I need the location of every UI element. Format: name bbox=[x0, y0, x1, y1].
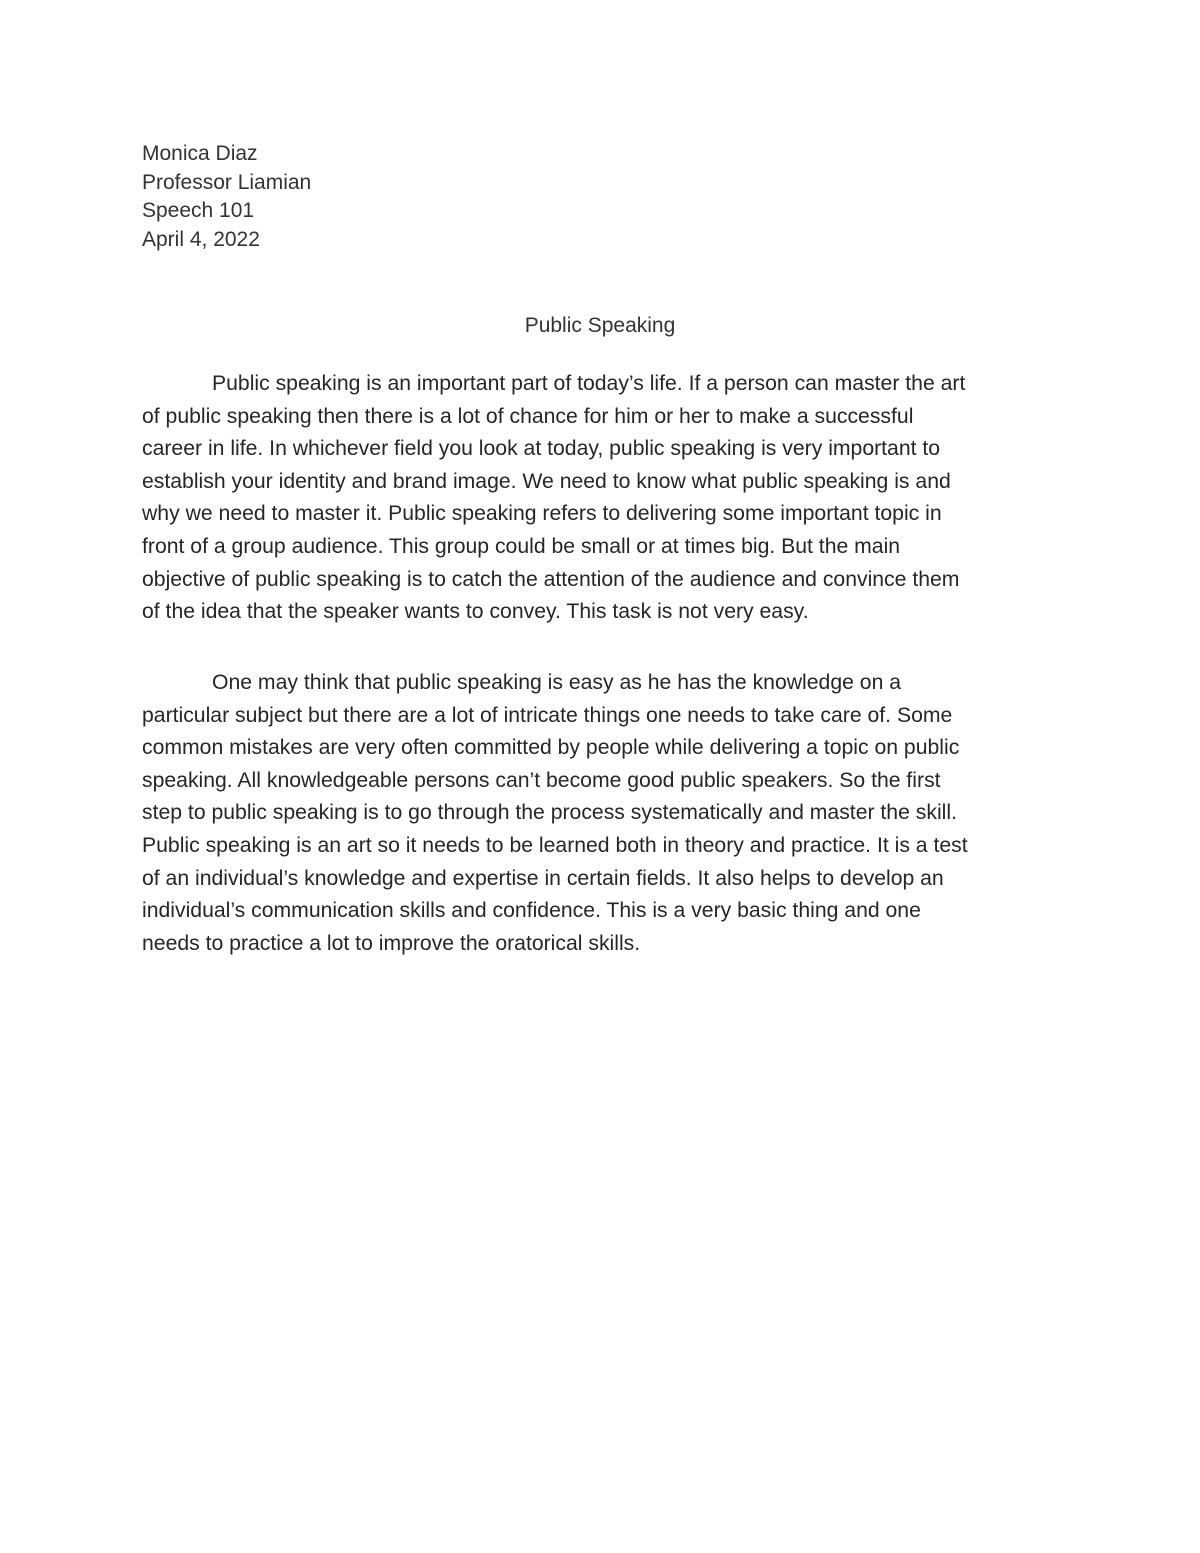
paragraph-line: why we need to master it. Public speaking refers to delivering some important topic in bbox=[142, 502, 942, 526]
paragraph-line: Public speaking is an art so it needs to be learned both in theory and practice. It is a test bbox=[142, 833, 968, 857]
paragraph-line: of the idea that the speaker wants to convey. This task is not very easy. bbox=[142, 600, 809, 624]
paragraph-line: particular subject but there are a lot of intricate things one needs to take care of. Some bbox=[142, 703, 953, 727]
body-paragraph-2 bbox=[142, 667, 1060, 960]
paragraph-line: Public speaking is an important part of today’s life. If a person can master the art bbox=[212, 372, 966, 395]
paragraph-line: needs to practice a lot to improve the oratorical skills. bbox=[142, 931, 641, 955]
paragraph-line: One may think that public speaking is easy as he has the knowledge on a bbox=[212, 671, 902, 694]
document-date: April 4, 2022 bbox=[142, 227, 260, 251]
course-name: Speech 101 bbox=[142, 199, 255, 222]
body-paragraph-1 bbox=[142, 368, 1060, 629]
paragraph-line: speaking. All knowledgeable persons can’t become good public speakers. So the first bbox=[142, 768, 941, 792]
paragraph-line: career in life. In whichever field you look at today, public speaking is very important to bbox=[142, 437, 941, 461]
instructor-name: Professor Liamian bbox=[142, 170, 312, 194]
paragraph-line: objective of public speaking is to catch the attention of the audience and convince them bbox=[142, 567, 960, 591]
paragraph-line: common mistakes are very often committed by people while delivering a topic on public bbox=[142, 736, 960, 760]
paragraph-line: establish your identity and brand image. We need to know what public speaking is and bbox=[142, 469, 951, 493]
paragraph-line: step to public speaking is to go through the process systematically and master the skill. bbox=[142, 801, 957, 825]
paragraph-line: front of a group audience. This group could be small or at times big. But the main bbox=[142, 534, 901, 558]
paragraph-line: individual’s communication skills and confidence. This is a very basic thing and one bbox=[142, 899, 921, 923]
paragraph-line: of an individual’s knowledge and expertise in certain fields. It also helps to develop an bbox=[142, 866, 944, 890]
document-title: Public Speaking bbox=[524, 314, 676, 337]
paragraph-line: of public speaking then there is a lot of chance for him or her to make a successful bbox=[142, 404, 914, 428]
heading-block bbox=[142, 140, 311, 254]
author-name: Monica Diaz bbox=[142, 142, 258, 165]
